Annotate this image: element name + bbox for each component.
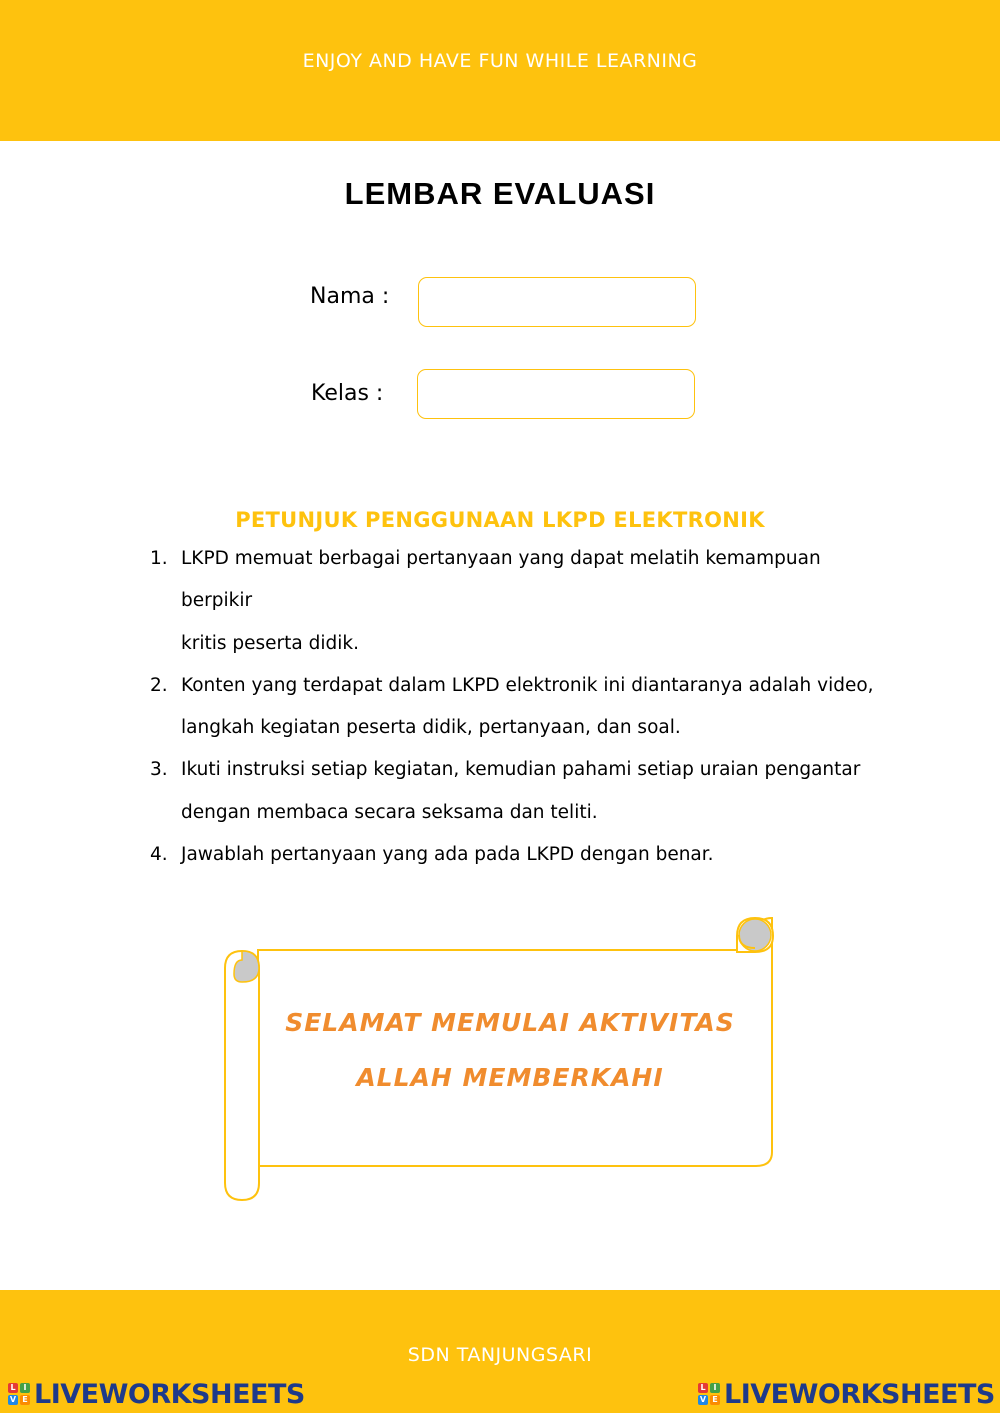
instruction-item (150, 749, 885, 834)
scroll-sheet (258, 918, 772, 1166)
instruction-number: 3. (150, 759, 168, 781)
instruction-line: dengan membaca secara seksama dan teliti. (181, 801, 598, 823)
brand-logo-icon: L I V E (698, 1383, 720, 1405)
instructions-list (150, 538, 885, 876)
banner-line-2: ALLAH MEMBERKAHI (356, 1063, 664, 1092)
header-tagline: ENJOY AND HAVE FUN WHILE LEARNING (302, 50, 698, 72)
instructions-heading: PETUNJUK PENGGUNAAN LKPD ELEKTRONIK (235, 508, 765, 532)
name-input[interactable] (418, 277, 696, 327)
brand-watermark-left (8, 1378, 305, 1410)
scroll-banner (220, 912, 780, 1204)
instruction-line: kritis peserta didik. (181, 632, 359, 654)
instruction-number: 2. (150, 674, 168, 696)
instruction-line: Jawablah pertanyaan yang ada pada LKPD dengan benar. (181, 844, 714, 866)
page-title: LEMBAR EVALUASI (344, 176, 656, 211)
footer-school: SDN TANJUNGSARI (407, 1344, 593, 1366)
instruction-line: Ikuti instruksi setiap kegiatan, kemudian pahami setiap uraian pengantar (181, 759, 861, 781)
instruction-item (150, 538, 885, 665)
instruction-item (150, 834, 885, 876)
instruction-line: langkah kegiatan peserta didik, pertanyaan, dan soal. (181, 717, 681, 739)
instruction-number: 4. (150, 844, 168, 866)
brand-name: LIVEWORKSHEETS (724, 1378, 995, 1410)
instruction-line: Konten yang terdapat dalam LKPD elektronik ini diantaranya adalah video, (181, 674, 874, 696)
brand-name: LIVEWORKSHEETS (34, 1378, 305, 1410)
brand-logo-icon: L I V E (8, 1383, 30, 1405)
name-label: Nama : (310, 284, 390, 309)
brand-watermark-right (698, 1378, 995, 1410)
class-label: Kelas : (311, 381, 384, 406)
banner-line-1: SELAMAT MEMULAI AKTIVITAS (285, 1008, 735, 1037)
class-input[interactable] (417, 369, 695, 419)
instruction-line: LKPD memuat berbagai pertanyaan yang dapat melatih kemampuan berpikir (181, 548, 821, 612)
instruction-item (150, 665, 885, 750)
instruction-number: 1. (150, 548, 168, 569)
